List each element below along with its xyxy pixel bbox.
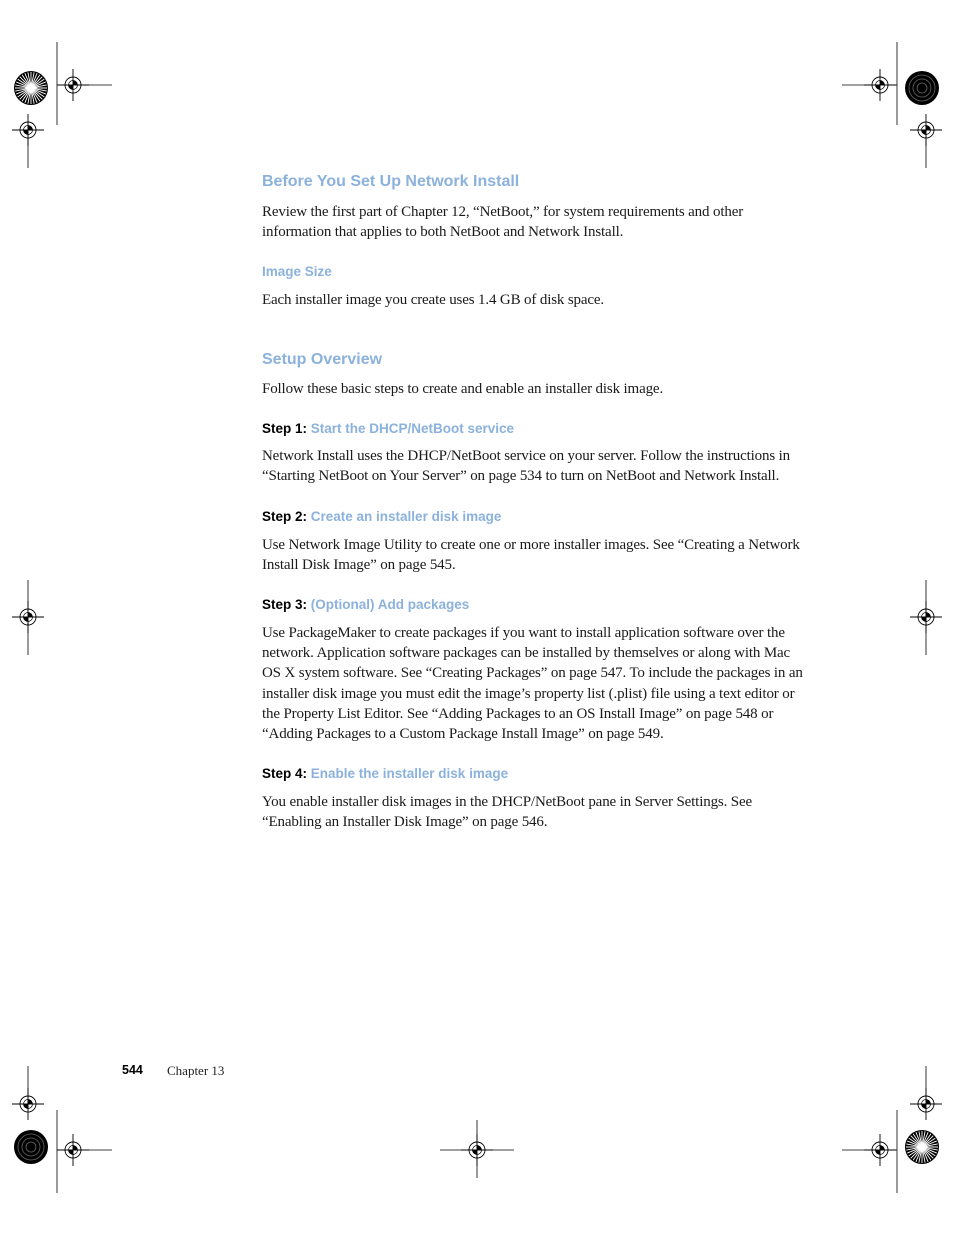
section-heading-setup-overview: Setup Overview — [262, 351, 383, 368]
page-number: 544 — [122, 1063, 143, 1077]
step-2-title: Create an installer disk image — [310, 509, 502, 524]
step-4-prefix: Step 4: — [262, 766, 311, 781]
step-4-title: Enable the installer disk image — [310, 766, 509, 781]
chapter-label: Chapter 13 — [167, 1063, 225, 1078]
step-3-prefix: Step 3: — [262, 597, 311, 612]
step-2-prefix: Step 2: — [262, 509, 311, 524]
step-4-body: You enable installer disk images in the DHCP/NetBoot pane in Server Settings. See “Enabling an Installer Disk Image” on page 546. — [262, 794, 753, 831]
section-heading-image-size: Image Size — [262, 264, 332, 279]
step-1-prefix: Step 1: — [262, 421, 311, 436]
section-heading-before-setup: Before You Set Up Network Install — [262, 173, 520, 190]
step-3-heading — [262, 596, 469, 614]
section-body-image-size: Each installer image you create uses 1.4 GB of disk space. — [262, 292, 605, 308]
step-2-heading — [262, 508, 501, 526]
section-body-before-setup: Review the first part of Chapter 12, “NetBoot,” for system requirements and other information that applies to both NetBoot and Network Install. — [262, 204, 744, 241]
step-1-title: Start the DHCP/NetBoot service — [310, 421, 515, 436]
step-4-heading — [262, 765, 508, 783]
step-2-body: Use Network Image Utility to create one or more installer images. See “Creating a Network Install Disk Image” on page 545. — [262, 537, 800, 574]
step-1-body: Network Install uses the DHCP/NetBoot service on your server. Follow the instructions in “Starting NetBoot on Your Server” on page 534 to turn on NetBoot and Network Install. — [262, 448, 790, 485]
step-3-body: Use PackageMaker to create packages if you want to install application software over the network. Application software packages can be installed by themselves or along with Mac OS X system software. See “Creating Packages” on page 547. To include the packages in an installer disk image you must edit the image’s property list (.plist) file using a text editor or the Property List Editor. See “Adding Packages to an OS Install Image” on page 548 or “Adding Packages to a Custom Package Install Image” on page 549. — [262, 625, 803, 743]
step-3-title: (Optional) Add packages — [310, 597, 470, 612]
step-1-heading — [262, 420, 514, 438]
section-body-setup-overview: Follow these basic steps to create and enable an installer disk image. — [262, 381, 664, 397]
